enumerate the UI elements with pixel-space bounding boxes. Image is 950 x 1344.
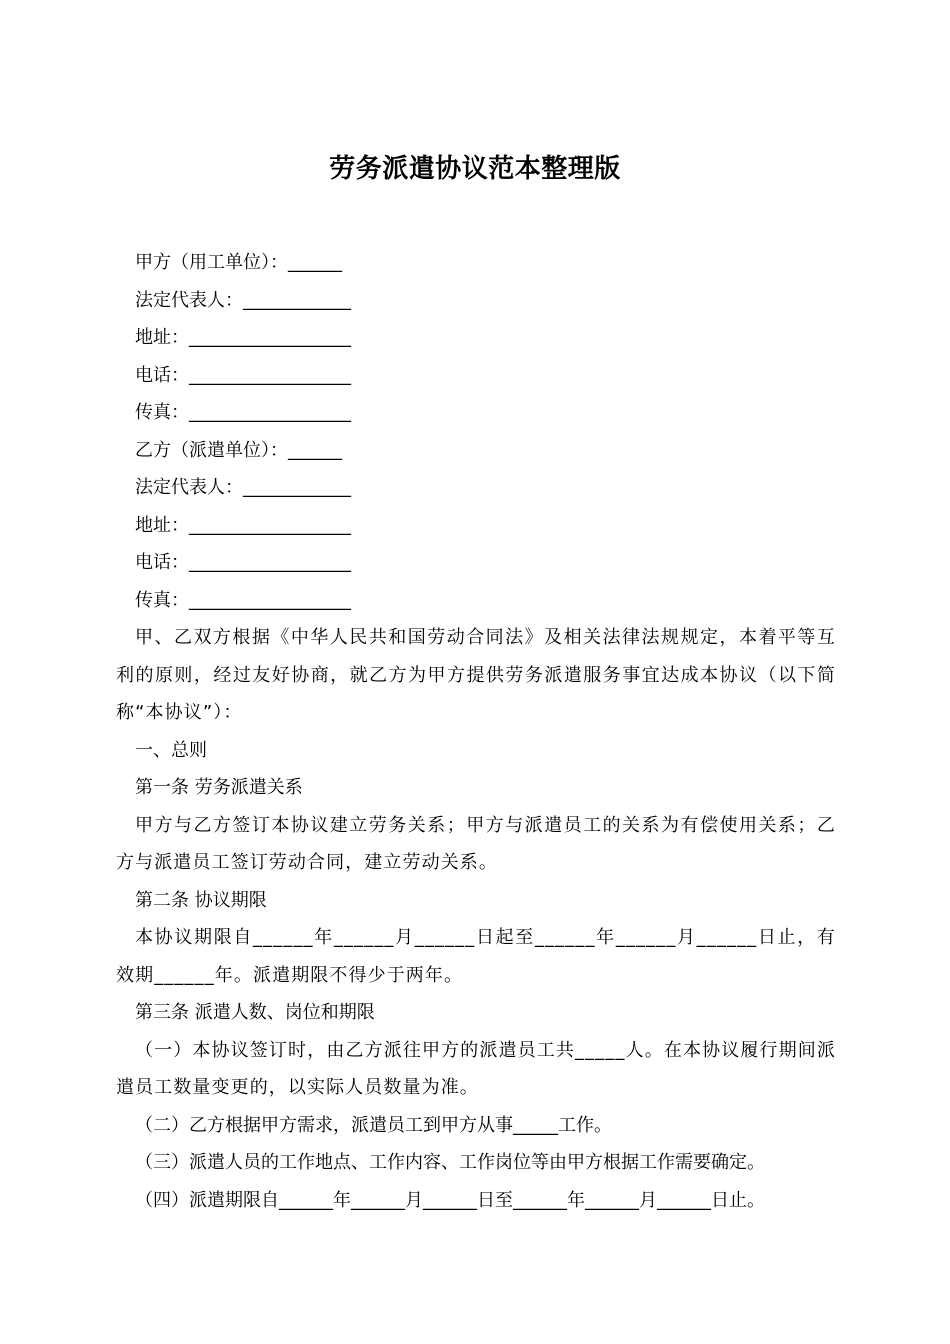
party-a-address-line: 地址：__________________ [135, 327, 351, 348]
article-heading-2: 第二条 协议期限 [135, 889, 267, 911]
article-3-item-3: （三）派遣人员的工作地点、工作内容、工作岗位等由甲方根据工作需要确定。 [135, 1152, 765, 1173]
article-1-body: 甲方与乙方签订本协议建立劳务关系；甲方与派遣员工的关系为有偿使用关系；乙方与派遣员工签订劳动合同，建立劳动关系。 [116, 814, 836, 873]
party-a-name-line: 甲方（用工单位）：______ [135, 252, 342, 273]
party-a-phone-line: 电话：__________________ [135, 364, 351, 386]
document-body [116, 244, 836, 1219]
article-3-item-4: （四）派遣期限自______年______月______日至______年______月______日止。 [135, 1189, 765, 1211]
preamble-paragraph: 甲、乙双方根据《中华人民共和国劳动合同法》及相关法律法规规定，本着平等互利的原则，经过友好协商，就乙方为甲方提供劳务派遣服务事宜达成本协议（以下简称“本协议”）： [116, 627, 836, 723]
party-a-fax-line: 传真：__________________ [135, 402, 351, 423]
article-2-body: 本协议期限自______年______月______日起至______年______月______日止，有效期______年。派遣期限不得少于两年。 [116, 927, 836, 986]
party-b-fax-line: 传真：__________________ [135, 589, 351, 611]
section-heading-general: 一、总则 [135, 739, 207, 761]
party-b-name-line: 乙方（派遣单位）：______ [135, 439, 342, 461]
article-heading-1: 第一条 劳务派遣关系 [135, 777, 303, 798]
party-b-legal-rep-line: 法定代表人：____________ [135, 477, 351, 498]
article-3-item-2: （二）乙方根据甲方需求，派遣员工到甲方从事_____工作。 [135, 1114, 612, 1136]
document-title: 劳务派遣协议范本整理版 [329, 154, 621, 185]
article-3-item-1: （一）本协议签订时，由乙方派往甲方的派遣员工共_____人。在本协议履行期间派遣员工数量变更的，以实际人员数量为准。 [116, 1039, 836, 1098]
party-b-address-line: 地址：__________________ [135, 514, 351, 536]
party-b-phone-line: 电话：__________________ [135, 552, 351, 573]
party-a-legal-rep-line: 法定代表人：____________ [135, 289, 351, 311]
article-heading-3: 第三条 派遣人数、岗位和期限 [135, 1002, 375, 1023]
